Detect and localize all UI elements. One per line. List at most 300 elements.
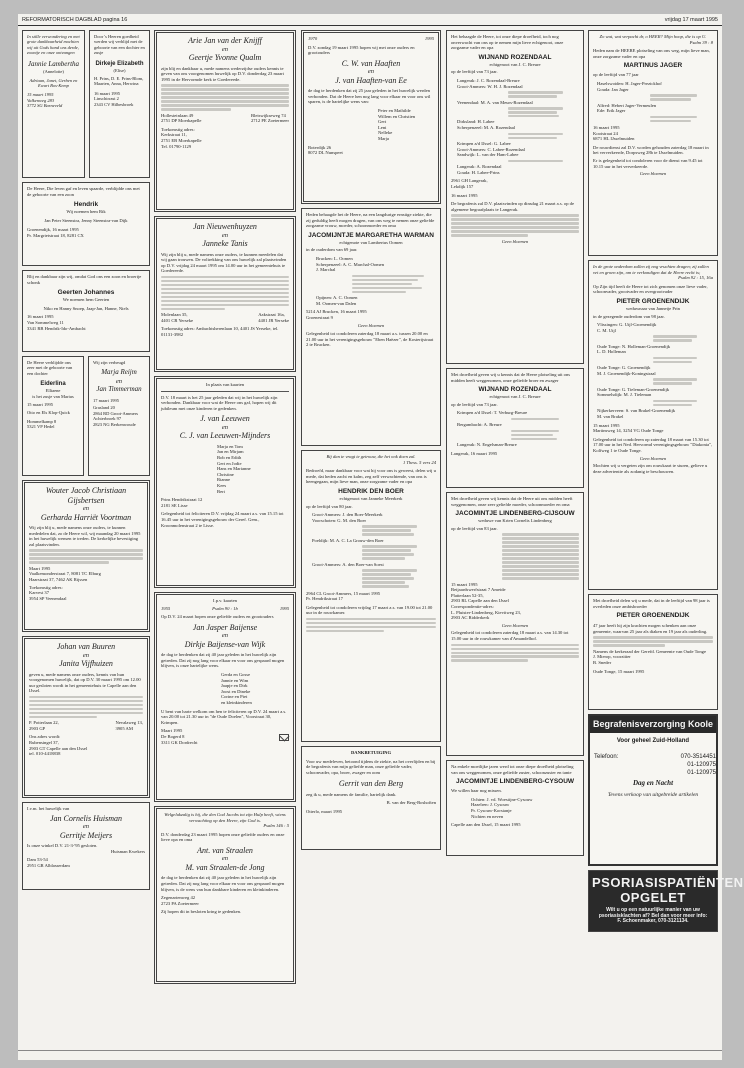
wife-name: M. van Straalen-de Jong [185,862,265,872]
parents: Adriaan, Janet, Gerben en Ewart Bos-Kemp [29,77,78,88]
age-line: op de leeftijd van 83 jaar. [451,525,498,531]
deceased-name: JACOMINTJE LINDENBERG-CYSOUW [455,778,575,786]
parents: H. Prins, D. E. Prins-Blom, Maarten, Anna, Herwina [93,76,144,87]
address-row [161,734,289,745]
date: 16 maart 1995 [93,90,120,96]
list-item: Krimpen a/d IJssel: T. Verburg-Breure [457,410,528,416]
family-filler [597,378,713,384]
family-list [597,322,713,419]
list-item: Leni [378,124,387,130]
list-item: Veenendaal: M. A. van Meurs-Rozendaal [457,99,533,105]
ad-psoriasis [588,870,744,932]
family-filler [597,116,713,122]
deceased-name: PIETER GROENENDIJK [616,297,690,305]
list-item: Bert [217,488,225,494]
list-item: Gert en Jodie [217,460,242,466]
date: 15 maart 1995 [27,402,53,408]
date: 16 maart 1995 [27,314,54,320]
obituary-lindenberg-family [446,492,584,756]
husband-name: Jan Jasper Baijense [192,622,258,632]
list-item: Groot-Ammers: J. den Boer-Meerkerk [312,512,383,518]
no-flowers-note: Geen bloemen [639,455,667,461]
ad-text: geven u, mede namens onze ouders, kennis van hun voorgenomen huwelijk, dat op D.V. 30 maart 1995 om 12.00 uur gesloten wordt in het gemeentehuis te Capelle aan den IJssel. [29,671,141,694]
ad-headline: OPGELET [620,890,686,905]
ad-text: Op Zijn tijd heeft de Heere tot zich genomen onze lieve vader, schoonvader, grootvader en overgrootvader [593,283,708,295]
family-list [457,410,579,448]
address: Zegenartenweg 42 [161,895,196,901]
deceased-name: PIETER GROENENDIJK [616,612,690,620]
address: 2903 RL Capelle aan den IJssel [451,598,509,604]
bible-verse: In de grote onderdom zullen zij nog vruchten dragen; zij zullen vet en groen zijn, om te verkondigen dat de Heere recht is; [593,264,709,275]
reception-text: U bent van harte welkom om hen te feliciteren op D.V. 24 maart a.s. van 20.00 tot 21.30 uur in "de Oude Doelen", Voorstraat 30, Krimpen. [161,708,287,725]
place-date: Capelle aan den IJssel, 15 maart 1995 [451,822,521,828]
ad-text: Wij zijn blij u, mede namens onze ouders, te kunnen meedelen dat wij gaan trouwen. De voltrekking van ons huwelijk zal plaatsvinden op D.V. vrijdag 24 maart 1995 om 14.00 uur in het gemeentehuis te Goedereede. [161,251,287,274]
correspondence-label: Correspondentie-adres: [451,603,494,609]
ad-text: Met droefheid delen wij u mede, dat in de leeftijd van 98 jaar is overleden onze ambtsbroeder [593,598,710,609]
ad-text: Blij en dankbaar zijn wij, omdat God ons een zoon en broertje schonk [27,274,142,285]
ad-text: Het behaagde de Heere, tot onze diepe droefheid, toch nog onverwacht van ons op te nemen mijn lieve echtgenoot, onze zorgzame vader en opa [451,34,564,51]
address: 3772 SG Barneveld [27,103,63,109]
address: 8072 DL Nunspeet [308,150,343,156]
birth-row-1 [22,30,150,182]
future-address-label: Toekomstig adres: [161,126,195,132]
year-start: 1970 [308,36,318,41]
deceased-name: JACOMINTJE LINDENBERG-CIJSOUW [455,510,575,518]
list-item: Jaapje en Dirk [221,683,248,689]
conjunction: en [221,231,229,239]
list-item: Christine [217,471,234,477]
deceased-name: HENDRIK DEN BOER [338,487,404,495]
verse-ref: Psalm 90 : 1b [212,605,238,611]
ad-text: D.V. zondag 19 maart 1995 hopen wij met onze ouders en grootouders [308,44,415,56]
groom-name: Johan van Buuren [56,642,116,651]
verse-ref: Psalm 146 : 5 [263,823,289,829]
closure-notice-huisman [22,802,150,890]
spouse-line: echtgenote van Lambertus Oomen [339,239,403,245]
child-name: Dirkeje Elizabeth [95,60,144,67]
wedding-ad-nieuwenhuyzen [154,216,296,372]
conjunction: en [82,823,90,831]
wish-line: We willen haar nog missen. [451,788,502,794]
spouse-line: weduwnaar van Jannetje Prin [626,305,680,311]
birth-ad-jannie [22,30,85,178]
list-item: Poeldijk: M. A. C. La Grouw-den Boer [312,537,384,543]
date: Maart 1995 [161,728,183,734]
koole-banner [590,716,716,733]
body-text-filler [29,696,143,718]
age-line: op de leeftijd van 73 jaar. [451,401,498,407]
conjunction: en [115,377,123,385]
birth-ad-eiderlina [22,356,84,476]
list-item: Gouda: H. Labee-Prins [457,169,500,175]
ad-text: Wilt u op een natuurlijke manier van uw psoriasisklachten af? Bel dan voor meer info: [598,907,708,919]
family-list [471,797,579,819]
place-date: Otterlo, maart 1995 [306,809,343,815]
address: Kooistraat 24 [593,130,618,136]
family-filler [597,335,713,341]
phone-number: 01-120975 [687,769,716,776]
ad-text: Door 's Heeren goedheid werden wij verblijd met de geboorte van een dochter en zusje [93,34,145,56]
husband-name: Ant. van Straalen [197,845,253,855]
groom-name: Jan Cornelis Huisman [50,813,122,823]
phone-label: Telefoon: [594,753,619,760]
ad-text: D.V. donderdag 23 maart 1995 hopen onze geliefde ouders en onze lieve opa en oma [161,831,285,843]
list-item: C. M. Uijl [597,327,616,333]
family-filler [597,94,713,100]
address: 2343 CV Hilbesbroek [93,101,134,107]
body-text-filler [593,636,713,646]
parents: Otto en Els Klop-Quick [27,410,70,416]
list-item: Voorschoten: G. M. den Boer [312,517,367,523]
list-item: Nelleke [378,130,393,136]
address: 3954 SP Veenendaal [29,595,67,601]
wedding-ad-van-der-knijff [154,30,296,212]
envelope-icon [279,734,289,741]
age-line: op de leeftijd van 80 jaar. [306,503,353,509]
birth-row-2 [22,356,150,480]
ad-text: I.v.m. het huwelijk van [27,806,70,811]
list-item: Groot-Ammers: W. H. J. Rozendaal [457,83,523,89]
bible-verse: Zo wat, wat verpacht dr, o HEER? Mijn hoop, die is op U. [599,34,707,39]
spouse-line: echtgenoot van J. C. Breure [489,394,541,400]
phone-number: 070-3514451 [680,753,716,760]
address: Hollesteinlaan 49 [161,112,194,118]
date: 15 maart 1995 [593,422,620,428]
signature: J. Mierop, voorzitter [593,654,631,660]
conjunction: en [221,855,229,863]
anniversary-ad-van-leeuwen [154,376,296,588]
body-text-filler [161,84,289,110]
family-filler [457,430,579,440]
ad-text: de dag te herdenken dat zij 25 jaar geleden in het huwelijk werden verbonden. Dat de Heere hen nog lang voor elkaar en voor ons wil sparen, is de hartelijke wens van: [308,88,431,105]
service-text: De rouwdienst zal D.V. worden gehouden zaterdag 18 maart in het ververkeerde, Dorpsweg 28b te IJsselmuiden. [593,144,709,156]
firm-name: Huisman Kwekers [110,848,145,854]
address: Hommelkamp 8 [27,418,57,424]
list-item: Scherpenzeel: M. A. Rozendaal [457,125,516,131]
place-date: Oude Tonge, 15 maart 1995 [593,668,645,674]
date: 5214 AJ Brucken, 16 maart 1995 [306,309,367,315]
husband-name: C. W. van Haaften [341,58,401,68]
address: Rubensingel 37, [29,739,59,745]
conjunction: en [82,651,90,659]
ad-text: Heden nam de HEERE plotseling van ons weg, mijn lieve man, onze zorgzame vader en opa [593,48,710,59]
address-pair [161,113,289,124]
column-3 [301,30,441,854]
address: Achterbroek 97 [93,416,122,422]
anniversary-ad-baijense [154,592,296,802]
address: Lekdijk 157 [451,184,474,189]
bride-name: Janita Vijfhuizen [59,659,113,668]
address: P. Potterlaan 22, [29,720,59,726]
family-filler [457,133,579,139]
ad-text: de dag te herdenken dat zij 40 jaar geleden in het huwelijk zijn getreden. Dat zij nog lang voor elkaar en voor ons gespaard mogen blijven, is de wens van hun dankbare kinderen en kleinkinderen. [161,875,285,892]
list-item: Groot-Ammers: C. Labee-Rozendaal [457,146,525,152]
address: 2823 NG Berkenwoude [93,421,136,427]
family-filler [457,107,579,117]
bible-verse: Bij dan te vragt te getrouw, die het ook doen zal. [326,454,416,459]
list-item: Oude Tonge: G. Groenendijk [597,365,651,371]
conjunction: en [367,68,375,76]
wedding-ad-gijsbertsen [22,480,150,632]
birth-quote: In stille verwondering en met grote dankbaarheid mochten wij uit Gods hand ons derde, zoontje en onze ontvangen [27,34,80,56]
list-item: Kees [217,483,227,489]
address: Karvest 37 [29,590,50,596]
ad-text: Op D.V. 24 maart hopen onze geliefde ouders en grootouders [161,614,274,620]
address: Aakstraat 16a, [258,312,285,318]
note: is het zusje van Marius [32,393,74,399]
parents: Niko en Hanny Snoep, Jaap-Jan, Hanne, Niels [43,305,129,311]
list-item: Gert [378,119,387,125]
column-4 [446,30,584,860]
substitute-note: Mochten wij u vergeten zijn om rouwkaart te sturen, gelieve u deze advertentie als zodanig te beschouwen. [593,463,708,474]
body-text-filler [451,214,579,236]
body-text-filler [29,549,143,563]
ad-text: D.V. 18 maart is het 25 jaar geleden dat wij in het huwelijk zijn verbonden. Dankbaar voor wat de Heere ons gaf, hopen wij dit jubileum met onze kinderen te gedenken. [161,394,278,411]
body-text-filler [451,644,579,662]
condolence-text: Gelegenheid tot condoleren op zaterdag 18 maart van 15.30 tot 17.00 uur in het Ned. Hervormd verenigingsgebouw "Diakonia", Kolfweg 1 te Oude Tonge. [593,436,713,453]
address: Prins Hendrikstraat 12 [161,497,203,503]
list-item: Langerak: A. Rozendaal [457,164,502,170]
ad-koole-undertakers [588,714,718,866]
list-item: Bob en Edith [217,455,242,461]
phone: Tel. 01790-1129 [161,143,192,149]
no-flowers-note: Geen bloemen [501,622,529,628]
ad-text: Bedroefd, maar dankbaar voor wat hij voor ons is geweest, delen wij u mede, dat heden zacht en kalm, zeg zelf verwachtende, van ons is heengegaan, mijn lieve man, onze zorgzame vader en opa [306,468,436,485]
family-list [457,78,579,175]
children-list [217,444,289,494]
signature: Namens de kerkeraad der Gerefd. Gemeente van Oude Tonge [593,648,706,654]
list-item: Opijnen: A. C. Oomen [316,295,358,301]
age-line: in de gezegende ouderdom van 98 jaar. [593,313,665,319]
address: Kerkstraat 11, [161,132,187,138]
age-line: op de leeftijd van 77 jaar [593,72,639,78]
groom-name: Arie Jan van der Knijff [188,36,262,45]
child-alias: (Elise) [113,67,126,73]
child-name: Hendrik [73,201,99,209]
contact-line: F. Schoenmaker, 070-3121134. [617,918,689,925]
bride-name: Janneke Tanis [202,239,248,248]
ad-text: Na enkele moeilijke jaren werd tot onze diepe droefheid plotseling van ons weggenomen, onze geliefde zuster, schoonzuster en tante [451,764,574,775]
address: 2951 GR Alblasserdam [27,862,70,868]
deceased-name: WIJNAND ROZENDAAL [478,386,552,394]
service-area: Voor geheel Zuid-Holland [616,738,690,744]
obituary-warman [301,208,441,446]
bride-name: Gerharda Harriët Voortman [40,512,132,522]
address: 2751 EB Moerkapelle [161,137,202,143]
obituary-groenendijk-family [588,260,718,590]
list-item: L. D. Holleman [597,349,626,355]
ad-text: Wij zijn blij u, mede namens onze ouders, te kunnen mededelen dat, zo de Heere wil, wij maandag 20 maart 1995 in het huwelijk wensen te treden. De kerkelijke bevestiging zal plaatsvinden. [29,525,141,547]
list-item: Nijkerkerveen: S. van Brakel-Groenendijk [597,408,676,414]
address: 2751 DP Moerkapelle [161,118,202,124]
birth-ad-geerten [22,270,150,352]
address: 4401 CR Yerseke [161,317,194,323]
bride-name: Geertje Yvonne Qualm [188,53,262,62]
closure-text: Is onze winkel D.V. 21-3-'95 gesloten. [27,843,98,849]
address: Grasland 20 [93,405,115,411]
child-name: Jannie Lambertha [27,59,80,68]
year-row [308,36,434,42]
family-list [597,81,713,122]
place-date: 2964 CL Groot-Ammers, 15 maart 1995 [306,590,381,596]
address: Groenestraat 9 [306,314,333,320]
list-item: Bergambacht: A. Breure [457,422,502,428]
place-date: Langerak, 16 maart 1995 [451,450,498,456]
address: Van Sommelweg 11 [27,319,64,325]
list-item: M. Oomen-van Dalen [316,300,357,306]
address: Pr. Margrietstraat 18, 8281 CX [27,232,84,238]
address: Valkenweg 283 [27,97,55,103]
list-item: Jannie en Wim [221,677,249,683]
deceased-name: WIJNAND ROZENDAAL [478,53,552,61]
spouse-line: echtgenoot van Janneke Meerkerk [339,495,403,501]
list-item: Vlissingen: G. Uijl-Groenendijk [597,322,657,328]
year-end: 1995 [424,36,434,41]
closing-text: Zij hopen dit in besloten kring te gedenken. [161,909,242,915]
list-item: Gerda en Gosse [221,672,251,678]
ad-text: Voor uw medeleven, betoond tijdens de ziekte, na het overlijden en bij de begrafenis van mijn geliefde man, onze geliefde vader, schoonvader, opa, broer, zwager en oom [306,758,436,775]
bible-verse: Welgelukzalig is hij, die den God Jacobs tot zijn Hulp heeft, wiens verwachting op den Heere, zijn God is. [164,812,286,823]
condolence-text: Gelegenheid tot condoleren zaterdag 18 maart a.s. tussen 20.00 en 21.00 uur in het verenigingsgebouw "Eben Haëzer", de Kosterijstraat 2 te Brucken. [306,331,434,348]
ad-text: 47 jaar heeft hij zijn krachten mogen schenken aan onze gemeente, waarvan 25 jaar als diaken en 19 jaar als ouderling. [593,623,708,634]
family-filler [457,160,579,162]
child-alias: Elliaene [45,388,61,394]
list-item: Krimpen a/d IJssel: G. Labee [457,141,511,147]
conjunction: en [82,505,90,512]
obituary-lindenberg-siblings [446,760,584,856]
age-line: in de ouderdom van 69 jaar. [306,247,358,253]
address: Haarstraat 37, 7462 AK Rijssen [29,576,88,582]
future-address-label: Toekomstig adres: [29,584,63,590]
place: 2961 GH Langerak, [451,178,488,184]
year-row [161,606,289,612]
ad-heading: In plaats van kaarten [205,382,245,387]
year-start: 1955 [161,605,171,611]
date: 17 maart 1995 [93,397,119,403]
address-pair [29,720,143,731]
deceased-name: MARTINUS JAGER [623,62,683,70]
address: 2712 PE Zoetermeer [250,118,289,124]
signature: B. Sneder [593,659,612,665]
list-item: Joost en Dineke [221,688,251,694]
list-item: Nichten en neven [471,813,504,819]
wife-name: J. van Haaften-van Ee [335,75,407,85]
deceased-name: JACOMIJNTJE MARGARETHA WARMAN [308,231,434,239]
list-item: Marja [378,136,389,142]
conjunction: en [221,632,229,640]
body-text-filler [161,276,289,310]
address: Pr. Hendrikstraat 17 [306,596,343,602]
list-item: Brucken: L. Oomen [316,255,353,261]
list-item: Ochten: J. vd. Woestijne-Cysouw [471,796,533,802]
anniversary-ad-van-straalen [154,806,296,984]
year-end: 1995 [279,605,289,611]
ad-text: Heden behaagde het de Heere, na een langdurige ernstige ziekte, die zij geduldig heeft mogen dragen, van ons weg te nemen onze geliefde zorgzame vrouw, moeder, schoonmoeder en oma [306,212,435,229]
groom-name: Wouter Jacob Christiaan Gijsbertsen [45,486,127,505]
list-item: M. J. Groenendijk-Koningstraal [597,370,656,376]
funeral-text: De begrafenis zal D.V. plaatsvinden op dinsdag 21 maart a.s. op de algemene begraafplaats te Langerak. [451,201,575,212]
verse-ref: Psalm 39 : 8 [689,39,713,45]
column-1 [22,30,150,894]
ad-text: zijn blij en dankbaar u, mede namens wederzijdse ouders kennis te geven van ons voorgenomen huwelijk op D.V. donderdag 23 maart 1995 in de Hervormde kerk te Goedereede. [161,65,284,82]
page-header [18,14,722,26]
person-name: Jan Timmerman [96,385,142,394]
spouse-line: echtgenoot van J. C. Breure [489,61,541,67]
family-filler [457,91,579,97]
groom-name: Jan Nieuwenhuyzen [193,222,257,231]
list-item: Groot-Ammers: A. den Boer-van Soest [312,561,384,567]
obituary-rozendaal-siblings [446,368,584,488]
list-item: Scherpenzeel: A. C. Marchal-Oomen [316,261,384,267]
wife-name: Dirkje Baijense-van Wijk [184,639,266,649]
ad-headline: PSORIASISPATIËNTEN [592,875,744,890]
future-address: Toekomstig adres: Ambachtsherenlaan 10, 4401 JS Yerseke, tel. 01131-3982 [161,326,279,337]
no-flowers-note: Geen bloemen [639,171,667,177]
anniversary-ad-van-haaften [301,30,441,204]
address: Platterlaan 52-35, [451,592,484,598]
list-item: Rianne [217,477,231,483]
thank-you-van-den-berg [301,746,441,850]
date: 16 maart 1995 [593,125,620,131]
family-filler [316,275,436,293]
list-item: Ede: Erik Jager [597,108,626,114]
list-item: Sommelsdijk: M. J. Tieleman [597,392,652,398]
header-right: vrijdag 17 maart 1995 [664,17,718,23]
page-footer [18,1050,722,1060]
address: 5321 VP Hedel [27,424,55,430]
verse-ref: 1 Thess. 5 vers 24 [402,459,436,465]
address: 3905 AM [115,725,133,731]
obituary-den-boer [301,450,441,742]
list-item: Sandwijk: L. van der Ham-Labee [457,152,519,158]
address: Boterdijk 26 [308,144,332,150]
engagement-ad-reijm [88,356,150,476]
person-name: Marja Reijm [101,368,137,377]
family-filler [312,569,436,587]
no-flowers-note: Geen bloemen [357,323,385,329]
child-name: Eiderlina [40,381,66,388]
wedding-ad-van-buuren [22,636,150,798]
ad-text: De Heere verblijdde ons zeer met de geboorte van een dochter [27,360,73,376]
address: 2181 SE Lisse [161,502,188,508]
address: De Bogerd 8 [161,734,185,739]
birth-ad-hendrik [22,182,150,266]
list-item: Oude Tonge: N. Holleman-Groenendijk [597,343,671,349]
list-item: Oude Tonge: G. Tieleman-Groenendijk [597,386,670,392]
child-callname: We noemen hem Geerten [62,297,110,303]
condolence-text: Er is gelegenheid tot condoleren voor de dienst van 9.45 tot 10.15 uur in het ververkeerde. [593,158,703,169]
list-item: Peter en Mathilde [378,108,411,114]
family-filler [502,533,579,579]
ad-text: De Heere, Die leven gaf en leven spaarde, verblijdde ons met de geboorte van een zoon [27,186,140,197]
list-item: Langerak: N. Engelsman-Breure [457,442,517,448]
newspaper-page [18,14,744,1060]
bride-name: Gerritje Meijers [59,830,113,840]
list-item: Haselswoiden: H. Jager-Prezickhof [597,80,662,86]
no-flowers-note: Geen bloemen [501,238,529,244]
obituary-groenendijk-church [588,594,718,710]
address: 2864 RD Groot-Ammers [93,410,138,416]
child-callname: Wij noemen hem Rik [66,209,106,215]
family-list [312,512,436,587]
ad-text: Met droefheid geven wij u kennis dat de Heere plotseling uit ons midden heeft weggenomen, onze geliefde broer en zwager [451,372,571,383]
obituary-jager [588,30,718,256]
header-left: REFORMATORISCH DAGBLAD pagina 16 [22,17,128,23]
thanks-line: zeg ik u, mede namens de familie, hartelijk dank. [306,791,397,797]
parents: Jan Peter Steenstra, Jenny Steenstra-van Dijk [44,217,128,223]
list-item: Dirksland: H. Labee [457,119,495,125]
list-item: Langerak: J. C. Rozendaal-Breure [457,77,520,83]
